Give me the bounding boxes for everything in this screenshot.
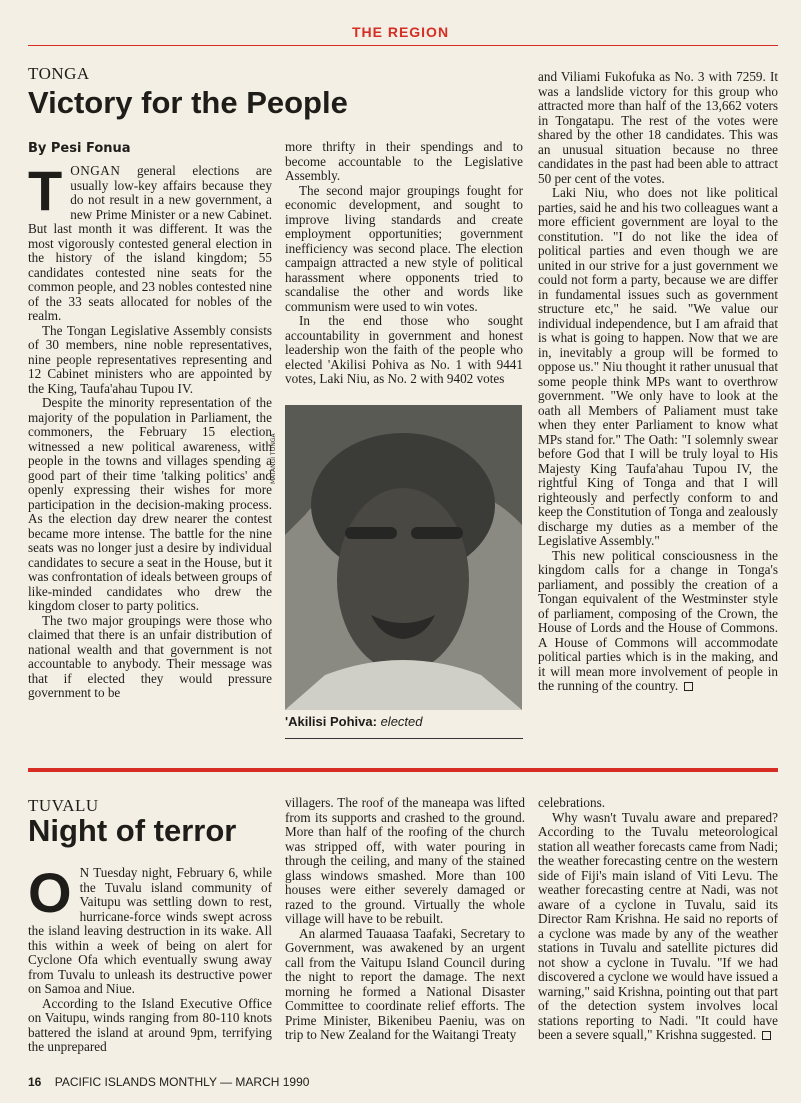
article2-column-3 <box>538 796 778 1064</box>
article2-paragraph-5: celebrations. <box>538 796 606 810</box>
article1-paragraph-10 <box>538 549 778 694</box>
caption-rule <box>285 738 523 739</box>
article1-paragraph-1 <box>28 164 272 324</box>
article1-headline: Victory for the People <box>28 85 348 120</box>
article1-paragraph-3: Despite the minority representation of the majority of the population in Parliament, the commoners, the February 15 election witnessed a new political awareness, with people in the towns and villages spending a good part of their time 'talking politics' and openly expressing their wishes for more participation in the decision-making process. As the election day drew nearer the contest became more intense. The battle for the nine seats was no longer just a desire by individual candidates to secure a seat in the House, but it was confrontation of ideals between groups of like-minded candidates who drew the kingdom closer to party politics. <box>28 395 272 613</box>
article1-lead: ONGAN <box>70 164 121 178</box>
article1-byline: By Pesi Fonua <box>28 141 131 156</box>
section-header: THE REGION <box>351 24 450 40</box>
article2-paragraph-2: According to the Island Executive Office on Vaitupu, winds ranging from 80-110 knots battered the island at around 9pm, terrifying the unprepared <box>28 995 272 1054</box>
page-number: 16 <box>28 1075 42 1089</box>
photo-credit: MATANGI TONGA <box>270 433 277 484</box>
portrait-photo-graphic <box>285 405 522 710</box>
article1-country: TONGA <box>28 64 90 83</box>
article2-paragraph-3: villagers. The roof of the maneapa was lifted from its supports and crashed to the ground. More than half of the roofing of the church was stripped off, with water pouring in through the ceiling, and many of the stained glass windows smashed. More than 100 houses were either severely damaged or razed to the ground. Virtually the whole village will have to be rebuilt. <box>285 796 525 926</box>
photo-caption <box>285 714 525 729</box>
article2-dropcap: O <box>28 866 72 924</box>
header-rule <box>28 45 778 46</box>
article2-paragraph-1-text: N Tuesday night, February 6, while the Tuvalu island community of Vaitupu was settling down to rest, hurricane-force winds swept across the island leaving destruction in its wake. All this within a week of being on alert for Cyclone Ofa which eventually swung away from Tuvalu to unleash its destructive power on Samoa and Niue. <box>28 866 272 996</box>
article2-paragraph-6-text: Why wasn't Tuvalu aware and prepared? According to the Tuvalu meteorological station all weather forecasts came from Nadi; the weather forecasting centre on the western side of Fiji's main island of Viti Levu. The weather forecasting centre at Nadi, was not aware of a cyclone in Tuvalu, said its Director Ram Krishna. He said no reports of a cyclone was made by any of the weather stations in Tuvalu and satellite pictures did not show a cyclone in Tuvalu. "If we had discovered a cyclone we would have issued a warning," said Krishna, pointing out that part of the detection system involves local stations reporting to Nadi. "It could have been a severe squall," Krishna suggested. <box>538 809 778 1042</box>
end-mark-icon <box>762 1031 771 1040</box>
article1-paragraph-7: In the end those who sought accountability in government and honest leadership won the faith of the people who elected 'Akilisi Pohiva as No. 1 with 9441 votes, Laki Niu, as No. 2 with 9402 votes <box>285 313 523 386</box>
article1-column-3 <box>538 70 778 750</box>
article2-paragraph-4: An alarmed Tauaasa Taafaki, Secretary to Government, was awakened by an urgent call from the Vaitupu Island Council during the night to report the damage. The next morning he formed a National Disaster Committee to coordinate relief efforts. The Prime Minister, Bikenibeu Paeniu, was on trip to New Zealand for the Waitangi Treaty <box>285 925 525 1042</box>
portrait-photo <box>285 405 522 710</box>
article1-dropcap: T <box>28 164 63 222</box>
article2-column-2 <box>285 796 525 1064</box>
publication-line: PACIFIC ISLANDS MONTHLY — MARCH 1990 <box>54 1075 310 1089</box>
article1-paragraph-10-text: This new political consciousness in the kingdom calls for a change in Tonga's parliament, and possibly the creation of a Tongan equivalent of the Westminster style of parliament, composing of the Crown, the House of Lords and the House of Commons. A House of Commons will accommodate political parties which is in the making, and it will mean more involvement of people in the running of the country. <box>538 547 778 693</box>
article2-column-1 <box>28 866 272 1066</box>
article1-paragraph-2: The Tongan Legislative Assembly consists of 30 members, nine noble representatives, nine people representatives representing and 12 Cabinet ministers who are appointed by the King, Taufa'ahau Tupou IV. <box>28 322 272 396</box>
article1-paragraph-5: more thrifty in their spendings and to become accountable to the Legislative Assembly. <box>285 140 523 183</box>
article1-paragraph-9: Laki Niu, who does not like political parties, said he and his two colleagues want a more efficient government are loyal to the constitution. "I do not like the idea of political parties and even though we are united in our strive for a just government we could not form a party, because we are differ in fundamental issues such as government structure etc," he said. "We value our individual independence, but I am afraid that is what is going to happen. Now that we are in, inevitably a group will be formed to oppose us." Niu thought it rather unusual that some people think MPs want to overthrow government. "We only have to look at the oath all Members of Paliament must take when they enter Parliament to know what MPs stand for." The Oath: "I solemnly swear before God that I will be truly loyal to His Majesty King Taufa'ahau Tupou IV, the rightful King of Tonga and that I will righteously and perfectly conform to and keep the Constitution of Tonga and zealously discharge my duties as a member of the Legislative Assembly." <box>538 185 778 548</box>
caption-name: 'Akilisi Pohiva: <box>285 714 377 729</box>
article1-paragraph-8: and Viliami Fukofuka as No. 3 with 7259. It was a landslide victory for this group who attracted more than half of the 13,662 voters in Tongatapu. The rest of the votes were shared by the other 18 candidates. This was an unusual situation because no three candidates in the past had been able to attract 50 per cent of the votes. <box>538 70 778 186</box>
caption-description: elected <box>380 714 423 729</box>
article2-paragraph-6 <box>538 811 778 1043</box>
article-divider <box>28 768 778 772</box>
article1-paragraph-6: The second major groupings fought for economic development, and sought to improve living standards and create employment opportunities; government inefficiency was second place. The election campaign attracted a new style of political harassment where opponents tried to scandalise the other and words like communism were used to win votes. <box>285 182 523 314</box>
article1-paragraph-4: The two major groupings were those who claimed that there is an unfair distribution of national wealth and that government is not accountable to anybody. Their message was that if elected they would pressure government to be <box>28 612 272 700</box>
article1-column-2 <box>285 140 523 394</box>
article2-headline: Night of terror <box>28 813 237 848</box>
article2-country: TUVALU <box>28 796 99 815</box>
page-footer <box>28 1075 309 1089</box>
article1-column-1 <box>28 164 272 749</box>
article2-paragraph-1 <box>28 866 272 997</box>
end-mark-icon <box>684 682 693 691</box>
article1-paragraph-1-text: general elections are usually low-key affairs because they do not result in a new government, a new Prime Minister or a new Cabinet. But last month it was different. It was the most vigorously contested general election in the history of the island kingdom; 55 candidates contested nine seats for the common people, and 23 nobles contested nine of the 33 seats allocated for nobles of the realm. <box>28 164 272 323</box>
